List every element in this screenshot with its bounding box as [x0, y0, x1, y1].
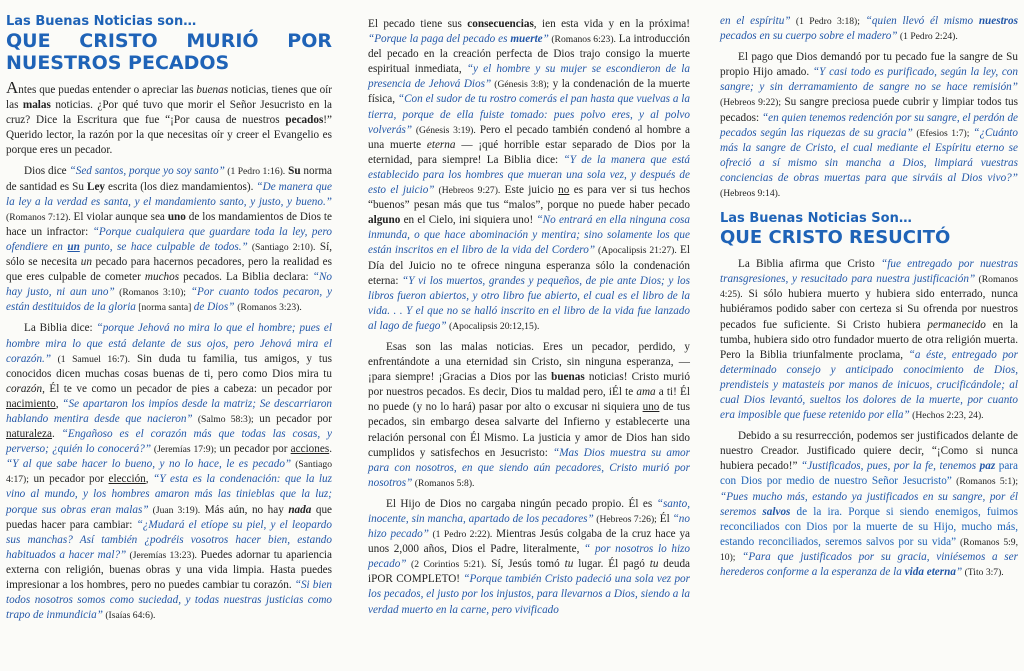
text-run: ” [955, 566, 963, 578]
text-run: “Engañoso es el corazón más que todas las cosas, y perverso; ¿quién lo conocerá?” [6, 428, 333, 456]
paragraph [720, 50, 1018, 201]
text-run: Este juicio [500, 184, 559, 197]
text-run: “fue entregado por nuestras transgresiones, y resucitado para nuestra justificación” [720, 258, 1019, 286]
text-run: ” [542, 33, 549, 46]
text-run: (1 Pedro 2:22). [429, 529, 493, 541]
text-run: El violar aunque sea [70, 210, 168, 223]
text-run: (1 Pedro 2:24). [897, 31, 958, 43]
text-run: “Pues mucho más, estando ya justificados en su sangre, por él seremos [720, 490, 1018, 518]
text-run: (Romanos 6:23). [548, 34, 616, 46]
text-run: escrita (los diez mandamientos). [105, 180, 257, 193]
text-run: acciones [290, 443, 330, 456]
right-column [720, 14, 1018, 586]
text-run: de la ira. Porque si siendo enemigos, fuimos reconciliados con Dios por la muerte de su Hijo, mucho más, estando reconciliados, seremos salvos por su vida” [720, 505, 1018, 548]
text-run: de Dios” [193, 301, 235, 314]
text-run: Puedes adornar tu apariencia externa con religión, buenas obras y una vida limpia. Hasta puedes impresionar a los hombres, pero no puedes cambiar tu corazón. [6, 548, 332, 591]
text-run: un [80, 256, 92, 269]
text-run: (Romanos 7:12). [6, 211, 71, 223]
text-run: “De manera que la ley a la verdad es santa, y el mandamiento santo, y justo, y bueno.” [6, 180, 332, 208]
text-run: buenas [196, 84, 229, 96]
text-run: (Romanos 3:23). [237, 302, 302, 314]
text-run: ntes que puedas entender o apreciar las [18, 84, 197, 96]
text-run: “porque Jehová no mira lo que el hombre; pues el hombre mira lo que está delante de sus ojos, pero Jehová mira el corazón.” [6, 322, 332, 365]
text-run: (Hebreos 9:22); [720, 97, 782, 109]
text-run: “ por nosotros lo hizo pecado” [368, 543, 690, 571]
text-run: no [558, 184, 570, 197]
text-run: “Justificados, pues, por la fe, tenemos [800, 460, 980, 473]
text-run: Más aún, no hay [200, 503, 289, 516]
text-run: eterna [426, 138, 456, 151]
text-run: muchos [144, 271, 180, 284]
text-run: (Salmo 58:3); [192, 413, 254, 425]
text-run: A [6, 78, 19, 97]
text-run: noticias, tienes que oír las [6, 84, 332, 112]
middle-column [368, 14, 690, 624]
text-run: (Romanos 4:25). [720, 274, 1018, 301]
text-run: es para ver si tus hechos “buenos” pesan más que tus “malos”, porque no puede haber pecado [368, 184, 691, 212]
text-run: en el espíritu” [720, 15, 791, 27]
text-run: corazón [6, 382, 43, 395]
text-run: La introducción del pecado en la creación perfecta de Dios trajo consigo la muerte espiritual inmediata, [368, 33, 690, 76]
text-run: “no hizo pecado” [368, 513, 690, 541]
text-run: (Jeremías 13:23). [126, 549, 197, 561]
paragraph [720, 14, 1018, 44]
text-run: “a éste, entregado por determinado consejo y anticipado conocimiento de Dios, prendisteis y matasteis por manos de inicuos, crucificándole; al cual Dios levantó, sueltos los dolores de la muerte, por cuanto era imposible que fuese retenido por ella” [720, 348, 1018, 422]
paragraph [368, 14, 690, 334]
text-run: nacimiento [6, 397, 56, 410]
text-run: un pecador por [253, 412, 332, 425]
text-run: “Y casi todo es purificado, según la ley, con sangre; y sin derramamiento de sangre no se hace remisión” [720, 66, 1018, 94]
text-run: (Hebreos 9:27). [434, 185, 501, 197]
text-run: lugar. Él pagó [573, 558, 650, 571]
text-run: “No hay justo, ni aun uno” [6, 271, 332, 299]
text-run: alguno [368, 214, 401, 227]
paragraph [6, 164, 332, 315]
text-run: (Hebreos 7:26); [593, 514, 657, 525]
paragraph [6, 321, 332, 623]
text-run: (Hebreos 9:14). [720, 188, 781, 200]
text-run: El pecado tiene sus [368, 18, 468, 30]
text-run: (Jeremías 17:9); [151, 444, 217, 456]
text-run: . [51, 428, 62, 441]
paragraph [720, 429, 1018, 580]
text-run: noticias. ¿Por qué tuvo que morir el Señor Jesucristo en la cruz? Dice la Escritura que fue “¡Por causa de nuestros [6, 99, 332, 127]
text-run: uno [167, 210, 186, 223]
text-run: , Él te ve como un pecador de pies a cabeza: un pecador por [42, 382, 332, 395]
text-run: Su sangre preciosa puede cubrir y limpiar todos tus pecados: [720, 96, 1018, 124]
left-column [6, 14, 332, 629]
text-run: salvos [762, 505, 791, 518]
text-run: (1 Samuel 16:7). [51, 353, 131, 365]
text-run: deuda iPOR COMPLETO! [368, 558, 691, 586]
text-run: — ¡qué horrible estar separado de Dios por la eternidad, para siempre! La Biblia dice: [368, 138, 691, 166]
text-run: “Porque también Cristo padeció una sola vez por los pecados, el justo por los injustos, para llevarnos a Dios, siendo a la verdad muerto en la carne, pero vivificado [368, 573, 690, 616]
paragraph [368, 497, 690, 618]
text-run: (Romanos 5:9, 10); [720, 536, 1018, 563]
text-run: La Biblia afirma que Cristo [738, 258, 882, 271]
text-run: (Génesis 3:19). [412, 124, 476, 136]
text-run: de los mandamientos de Dios te hace un infractor: [6, 210, 332, 238]
text-run: noticias! Cristo murió por nuestros pecados. Es decir, Dios tu maldad pero, iÉl te [368, 371, 690, 399]
text-run: paz [979, 460, 996, 473]
text-run: “Sed santos, porque yo soy santo” [69, 165, 225, 178]
text-run: , ien esta vida y en la próxima! [533, 18, 690, 30]
text-run: naturaleza [6, 428, 52, 441]
text-run: ama [636, 386, 656, 399]
text-run: La Biblia dice: [24, 322, 97, 335]
text-run: un pecador por [216, 443, 291, 456]
text-run: consecuencias [467, 18, 534, 30]
text-run: elección [108, 473, 146, 486]
text-run: Esas son las malas noticias. Eres un pecador, perdido, y enfrentándote a una eternidad sin Cristo, sin ninguna esperanza, — ¡para siempre! ¡Gracias a Dios por las [368, 340, 690, 384]
text-run: en el Cielo, ini siquiera uno! [400, 214, 537, 227]
text-run: (Juan 3:19). [148, 504, 201, 516]
text-run: permanecido [927, 318, 986, 331]
text-run: . [329, 443, 332, 456]
text-run: Dios dice [24, 165, 70, 178]
text-run: “Porque cualquiera que guardare toda la ley, pero ofendiere en [6, 225, 332, 253]
text-run: “Para que justificados por su gracia, viniésemos a ser herederos conforme a la esperanza de la [720, 550, 1018, 578]
text-run: (Romanos 3:10); [114, 287, 186, 299]
text-run: “santo, inocente, sin mancha, apartado de los pecadores” [368, 497, 690, 525]
text-run: Ley [86, 180, 106, 193]
text-run: (Génesis 3:8); [491, 79, 550, 91]
text-run: (Isaías 64:6). [102, 610, 156, 622]
text-run: “Y esta es la condenación: que la luz vino al mundo, y los hombres amaron más las tinieblas que la luz; porque sus obras eran malas” [6, 473, 332, 516]
text-run: Debido a su resurrección, podemos ser justificados delante de nuestro Creador. Justificado quiere decir, “¡Como si nunca hubiera pecado!” [720, 430, 1018, 473]
text-run: (Apocalipsis 21:27). [595, 245, 677, 257]
text-run: (1 Pedro 1:16). [224, 166, 286, 178]
text-run: muerte [510, 33, 543, 46]
text-run: “Con el sudor de tu rostro comerás el pan hasta que vuelvas a la tierra, porque de ella fuiste tomado: pues polvo eres, y al polvo volverás” [368, 93, 690, 136]
text-run: vida eterna [904, 566, 956, 578]
text-run: de tus pecados, sin embargo desea salvarte del Infierno y establecerte una relación personal con Él Mismo. La justicia y amor de Dios han sido cumplidos y satisfechos en Jesucristo: [368, 401, 690, 459]
paragraph [368, 340, 690, 491]
text-run: “Se apartaron los impíos desde la matriz; Se descarriaron hablando mentira desde que nacieron” [6, 397, 333, 425]
text-run: pecados. La Biblia declara: [179, 271, 313, 284]
text-run: para con Dios por medio de nuestro Señor Jesucristo” [720, 460, 1018, 488]
text-run: “y el hombre y su mujer se escondieron de la presencia de Jehová Dios” [368, 63, 690, 91]
section-headline: QUE CRISTO MURIÓ POR NUESTROS PECADOS [6, 30, 332, 74]
text-run: (Romanos 5:8). [412, 477, 475, 489]
text-run: “Y de la manera que está establecido para los hombres que mueran una sola vez, y después de esto el juicio” [368, 153, 690, 197]
text-run: tu [564, 558, 574, 571]
text-run: Él [656, 513, 673, 525]
text-run: (Santiago 4:17); [6, 459, 332, 486]
text-run: Sí, Jesús tomó [486, 558, 565, 571]
text-run: “Y vi los muertos, grandes y pequeños, de pie ante Dios; y los libros fueron abiertos, y otro libro fue abierto, el cual es el libro de la vida. . . Y el que no se halló inscrito en el libro de la vida fue lanzado al lago de fuego” [368, 274, 690, 332]
text-run: que puedas hacer para cambiar: [6, 503, 333, 531]
section-kicker: Las Buenas Noticias son… [6, 14, 197, 29]
text-run: Sin duda tu familia, tus amigos, y tus conocidos dicen muchas cosas buenas de ti, pero como Dios mira tu [6, 352, 332, 380]
text-run: norma de santidad es Su [6, 165, 332, 193]
paragraph [6, 80, 332, 158]
text-run: malas [22, 99, 51, 112]
text-run: Sí, sólo se necesita [6, 240, 332, 269]
text-run: !” Querido lector, la razón por la que necesitas oír y creer el Evangelio es porque eres un pecador. [6, 114, 332, 157]
text-run: Su [288, 165, 301, 178]
text-run: (Romanos 5:1); [951, 476, 1018, 488]
text-run: un pecador por [28, 473, 109, 486]
text-run: (Tito 3:7). [962, 567, 1004, 578]
text-run: “¿Cuánto más la sangre de Cristo, el cual mediante el Espíritu eterno se ofreció a sí mismo sin mancha a Dios, limpiará vuestras conciencias de obras muertas para que sirváis al Dios vivo?” [720, 126, 1019, 184]
text-run: (Efesios 1:7); [912, 127, 970, 139]
text-run: a ti! Él no puede (y no lo hará) pasar por alto o excusar ni siquiera [368, 386, 690, 414]
text-run: (Hechos 2:23, 24). [909, 410, 984, 422]
text-run: [norma santa] [135, 302, 194, 314]
text-run: “Porque la paga del pecado es [368, 33, 511, 46]
text-run: “No entrará en ella ninguna cosa inmunda, o que hace abominación y mentira; sino solamente los que están inscritos en el libro de la vida del Cordero” [368, 214, 690, 257]
text-run: “Y al que sabe hacer lo bueno, y no lo hace, le es pecado” [6, 458, 292, 471]
text-run: Pero el pecado también condenó al hombre a una muerte [368, 123, 690, 151]
text-run: Si sólo hubiera muerto y hubiera sido enterrado, nunca hubiéramos podido saber con certeza si Su ofrenda por nuestros pecados fue suficiente. Si Cristo hubiera [720, 288, 1018, 331]
text-run: El Día del Juicio no te ofrece ninguna esperanza sólo la condenación eterna: [368, 244, 690, 287]
text-run: El pago que Dios demandó por tu pecado fue la sangre de Su propio Hijo amado. [720, 51, 1018, 79]
text-run: pecados [285, 114, 324, 127]
text-run: , [145, 473, 154, 486]
text-run: pecados en su cuerpo sobre el madero” [720, 30, 898, 43]
text-run: “Mas Dios muestra su amor para con nosotros, en que siendo aún pecadores, Cristo murió por nosotros” [368, 446, 690, 489]
section-headline: QUE CRISTO RESUCITÓ [720, 227, 951, 249]
text-run: , [55, 397, 63, 410]
text-run: “quien llevó él mismo [859, 15, 979, 27]
text-run: “Por cuanto todos pecaron, y están destituidos de la gloria [6, 286, 333, 314]
text-run: un [67, 240, 80, 253]
text-run: buenas [551, 371, 585, 384]
text-run: (Santiago 2:10). [247, 241, 316, 253]
text-run: punto, se hace culpable de todos.” [79, 240, 248, 253]
text-run: en la tumba, hubiera sido otro fundador muerto de otra religión muerta. Pero la Biblia triunfalmente proclama, [720, 318, 1018, 361]
text-run: El Hijo de Dios no cargaba ningún pecado propio. Él es [386, 497, 657, 510]
text-run: nuestros [978, 15, 1018, 27]
text-run: nada [288, 503, 312, 516]
text-run: “¿Mudará el etíope su piel, y el leopardo sus manchas? Así también ¿podréis vosotros hacer bien, estando habituados a hacer mal?” [6, 518, 332, 561]
text-run: y la condenación de la muerte física, [368, 78, 690, 106]
text-run: (1 Pedro 3:18); [790, 16, 860, 27]
text-run: “Si bien todos nosotros somos como suciedad, y todas nuestras justicias como trapo de inmundicia” [6, 579, 333, 622]
paragraph [720, 257, 1018, 423]
text-run: (2 Corintios 5:21). [406, 559, 487, 571]
text-run: Mientras Jesús colgaba de la cruz hace ya unos 2,000 años, Dios el Padre, literalmente, [368, 528, 691, 556]
text-run: pecado para hacernos pecadores, pero la realidad es que eres culpable de cometer [6, 256, 332, 284]
text-run: tu [649, 558, 659, 571]
section-kicker: Las Buenas Noticias Son… [720, 211, 912, 227]
text-run: uno [642, 401, 660, 414]
text-run: (Apocalipsis 20:12,15). [446, 320, 540, 332]
text-run: “en quien tenemos redención por su sangre, el perdón de pecados según las riquezas de su gracia” [720, 111, 1019, 139]
